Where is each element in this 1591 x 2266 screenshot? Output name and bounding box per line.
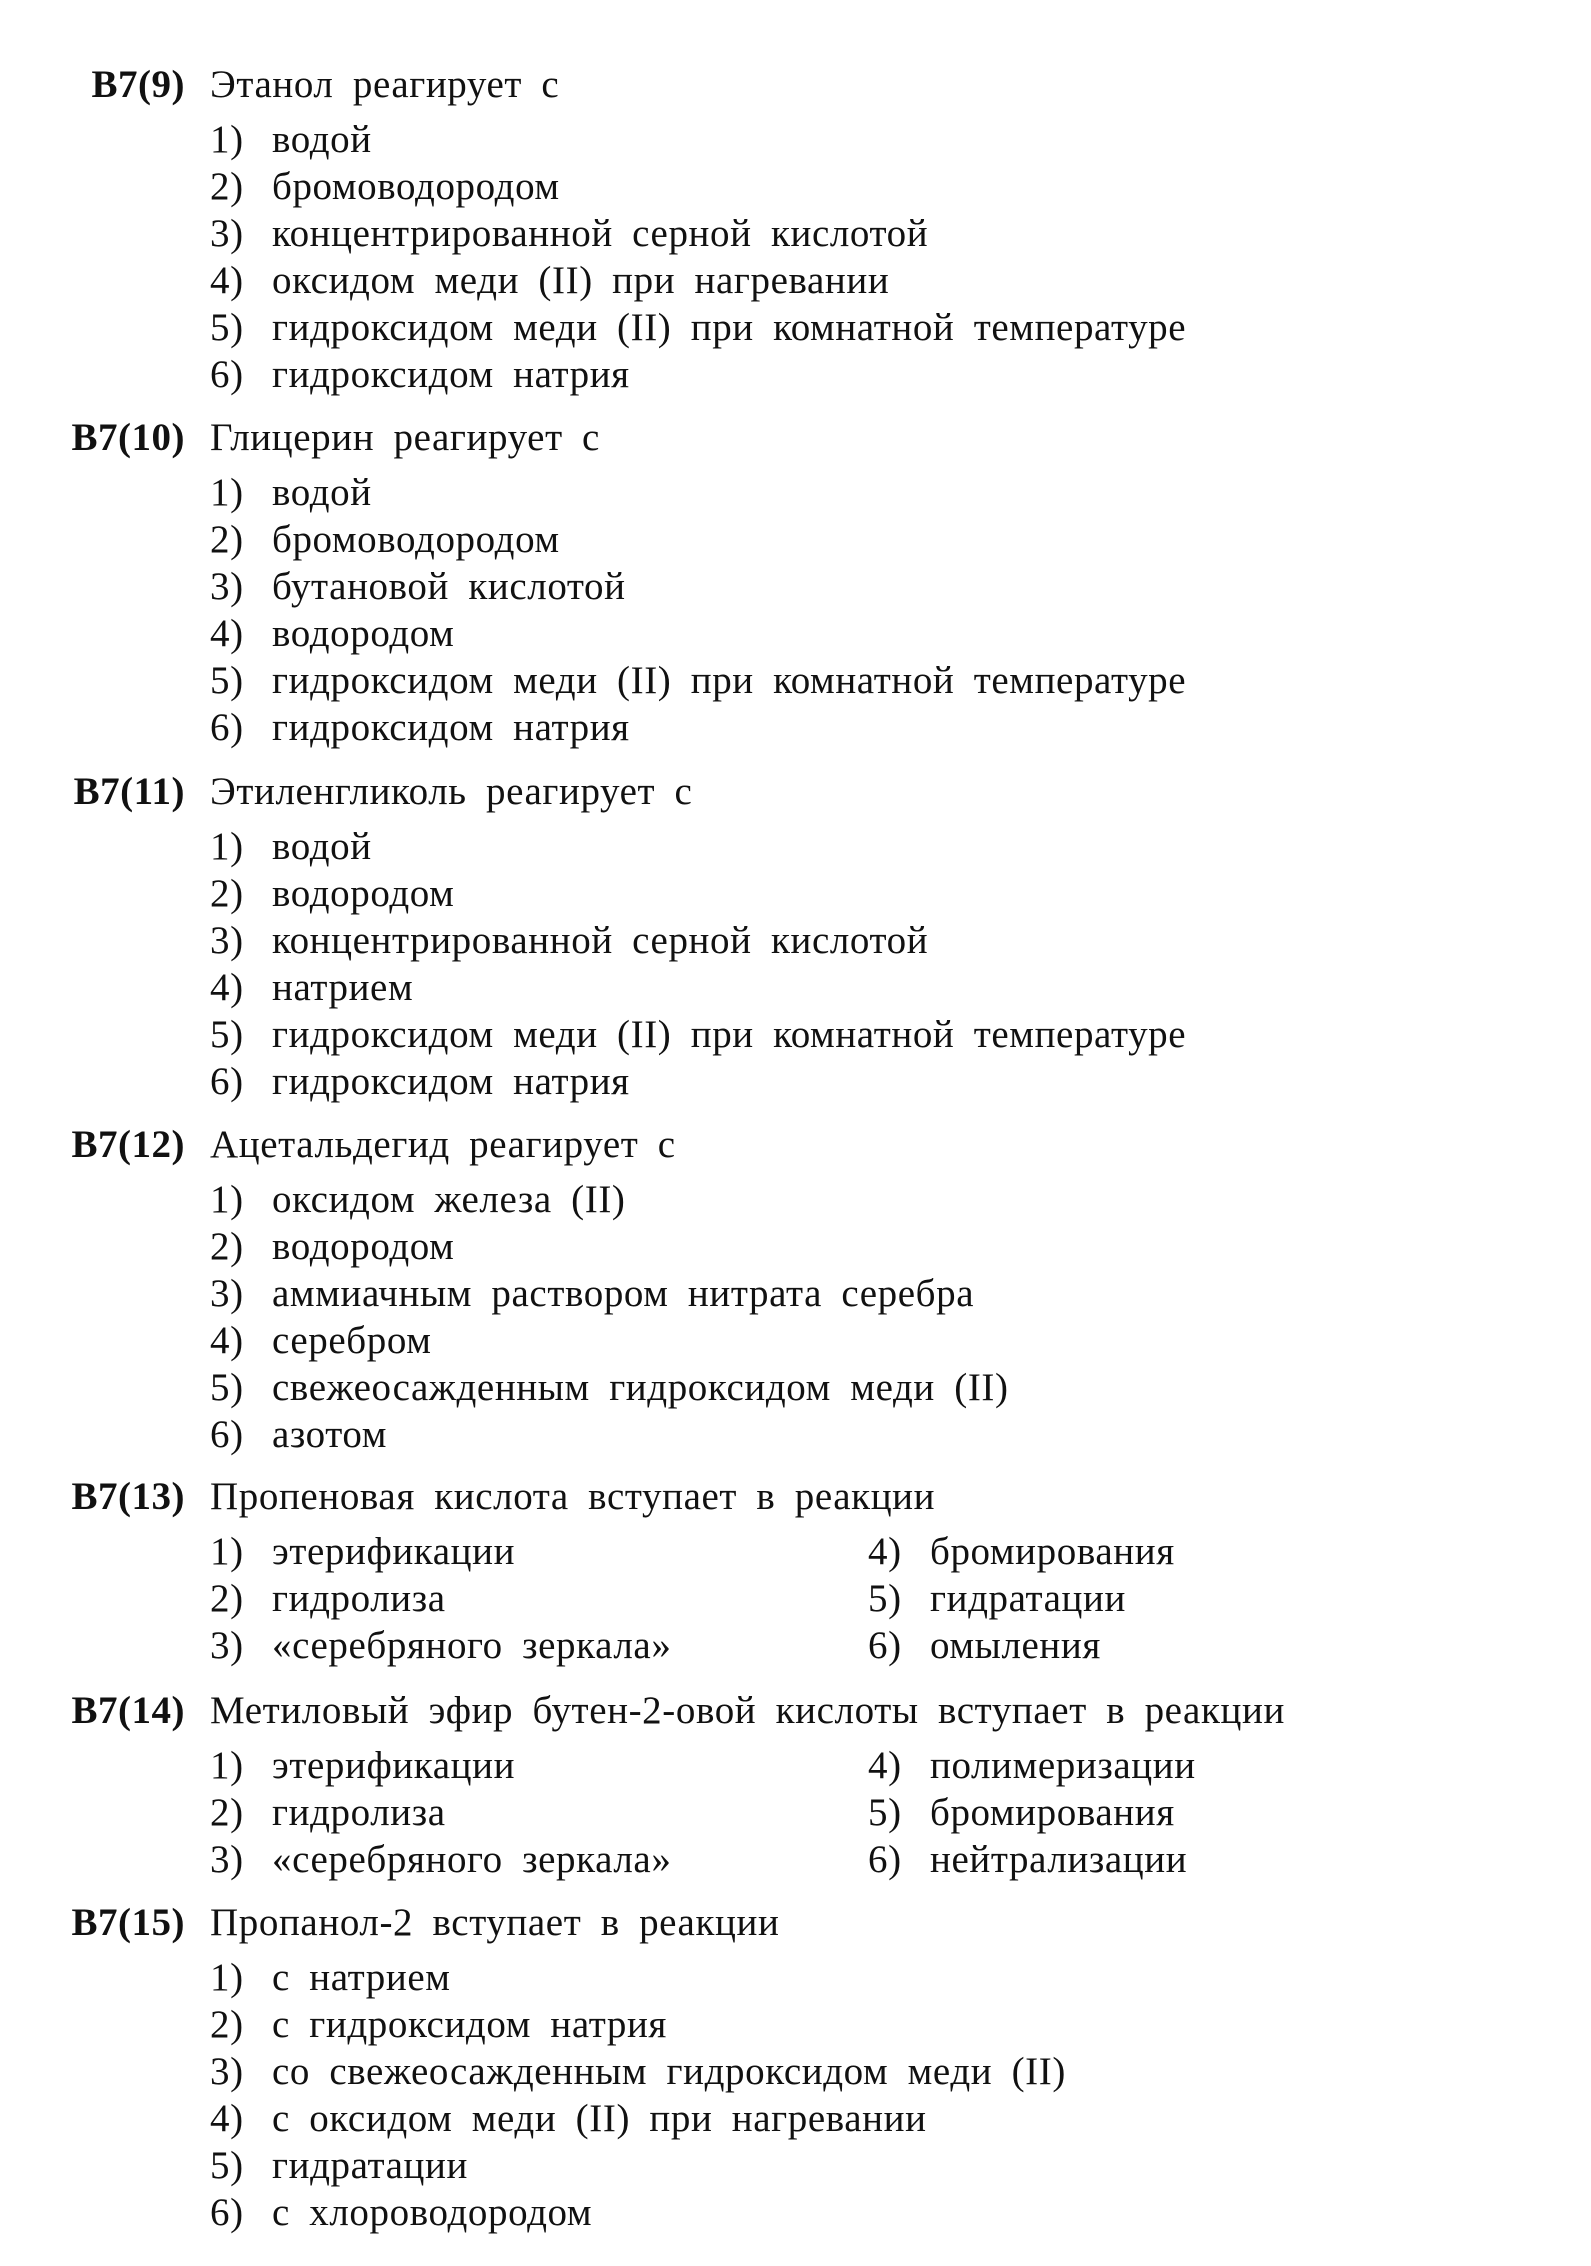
option-number: 6) [868,1838,902,1881]
option-text: водой [272,118,372,161]
answer-option [210,1529,515,1576]
answer-option [210,2002,667,2049]
option-text: серебром [272,1319,432,1362]
option-text: гидроксидом натрия [272,706,630,749]
option-text: с оксидом меди (II) при нагревании [272,2097,927,2140]
answer-option [210,918,928,965]
option-number: 3) [210,1838,244,1881]
option-text: полимеризации [930,1744,1196,1787]
answer-option [210,658,1186,705]
answer-option [210,564,626,611]
question-number: B7(14) [71,1689,185,1732]
option-text: этерификации [272,1744,516,1787]
option-number: 5) [210,1013,244,1056]
option-number: 3) [210,565,244,608]
option-number: 5) [868,1577,902,1620]
question-number: B7(9) [91,63,185,106]
answer-option [210,1743,515,1790]
option-number: 3) [210,919,244,962]
answer-option [210,611,454,658]
question-header [0,1122,1591,1170]
option-text: с хлороводородом [272,2191,593,2234]
answer-option [210,1955,451,2002]
question-header [0,1900,1591,1948]
answer-option [210,164,560,211]
option-number: 5) [210,659,244,702]
option-text: концентрированной серной кислотой [272,212,929,255]
option-number: 6) [868,1624,902,1667]
option-text: омыления [930,1624,1101,1667]
option-number: 2) [210,1225,244,1268]
option-text: «серебряного зеркала» [272,1624,672,1667]
answer-option [868,1790,1175,1837]
option-text: гидролиза [272,1791,446,1834]
option-text: водой [272,825,372,868]
answer-option [210,470,372,517]
answer-option [210,1271,974,1318]
answer-option [210,705,630,752]
option-text: нейтрализации [930,1838,1188,1881]
option-text: бромирования [930,1791,1175,1834]
option-text: с натрием [272,1956,451,1999]
answer-option [210,1318,432,1365]
option-text: этерификации [272,1530,516,1573]
answer-option [210,2049,1066,2096]
option-text: гидроксидом натрия [272,353,630,396]
answer-option [210,1837,671,1884]
question-header [0,62,1591,110]
answer-option [210,1224,454,1271]
option-number: 4) [210,259,244,302]
option-number: 2) [210,2003,244,2046]
option-text: гидроксидом меди (II) при комнатной температуре [272,1013,1187,1056]
answer-option [210,2190,592,2237]
option-number: 2) [210,1577,244,1620]
option-text: концентрированной серной кислотой [272,919,929,962]
option-text: гидроксидом меди (II) при комнатной температуре [272,306,1187,349]
option-text: оксидом железа (II) [272,1178,626,1221]
option-text: с гидроксидом натрия [272,2003,667,2046]
answer-option [868,1529,1175,1576]
question-number: B7(13) [71,1475,185,1518]
answer-option [210,305,1186,352]
option-text: гидроксидом натрия [272,1060,630,1103]
option-number: 1) [210,1178,244,1221]
answer-option [210,1576,446,1623]
option-number: 1) [210,825,244,868]
option-text: гидролиза [272,1577,446,1620]
question-header [0,1688,1591,1736]
option-number: 1) [210,1530,244,1573]
answer-option [210,211,928,258]
answer-option [868,1623,1101,1670]
option-text: гидроксидом меди (II) при комнатной температуре [272,659,1187,702]
question-number: B7(15) [71,1901,185,1944]
question-header [0,769,1591,817]
option-text: гидратации [930,1577,1126,1620]
answer-option [210,2096,927,2143]
question-text: Пропеновая кислота вступает в реакции [210,1475,936,1518]
option-number: 4) [210,612,244,655]
option-text: оксидом меди (II) при нагревании [272,259,890,302]
question-number: B7(12) [71,1123,185,1166]
option-number: 5) [868,1791,902,1834]
question-text: Этиленгликоль реагирует с [210,770,693,813]
option-number: 2) [210,1791,244,1834]
question-text: Ацетальдегид реагирует с [210,1123,676,1166]
option-number: 4) [210,1319,244,1362]
question-number: B7(11) [73,770,185,813]
option-number: 2) [210,165,244,208]
answer-option [210,965,413,1012]
option-text: свежеосажденным гидроксидом меди (II) [272,1366,1009,1409]
option-number: 1) [210,1956,244,1999]
answer-option [210,1412,387,1459]
option-number: 3) [210,212,244,255]
option-number: 5) [210,2144,244,2187]
answer-option [210,871,454,918]
option-number: 2) [210,872,244,915]
question-text: Глицерин реагирует с [210,416,600,459]
answer-option [210,352,630,399]
option-number: 1) [210,118,244,161]
answer-option [868,1837,1187,1884]
answer-option [210,2143,468,2190]
question-number: B7(10) [71,416,185,459]
question-text: Этанол реагирует с [210,63,560,106]
answer-option [868,1743,1196,1790]
question-text: Пропанол-2 вступает в реакции [210,1901,780,1944]
option-text: бромирования [930,1530,1175,1573]
option-number: 2) [210,518,244,561]
option-text: со свежеосажденным гидроксидом меди (II) [272,2050,1066,2093]
option-text: водой [272,471,372,514]
option-number: 6) [210,1060,244,1103]
option-text: бромоводородом [272,165,560,208]
option-number: 4) [210,2097,244,2140]
answer-option [210,1012,1186,1059]
option-number: 6) [210,353,244,396]
option-text: аммиачным раствором нитрата серебра [272,1272,975,1315]
option-text: водородом [272,612,455,655]
answer-option [210,824,372,871]
option-text: бутановой кислотой [272,565,626,608]
answer-option [210,1790,446,1837]
option-text: азотом [272,1413,388,1456]
answer-option [210,1177,626,1224]
option-text: натрием [272,966,414,1009]
option-number: 6) [210,1413,244,1456]
option-text: бромоводородом [272,518,560,561]
option-text: водородом [272,1225,455,1268]
answer-option [210,117,372,164]
option-number: 3) [210,1624,244,1667]
answer-option [210,1623,671,1670]
option-number: 3) [210,2050,244,2093]
option-number: 5) [210,1366,244,1409]
option-number: 6) [210,2191,244,2234]
option-number: 4) [210,966,244,1009]
answer-option [210,1059,630,1106]
option-number: 1) [210,471,244,514]
option-number: 4) [868,1744,902,1787]
answer-option [210,258,889,305]
option-number: 6) [210,706,244,749]
answer-option [868,1576,1126,1623]
answer-option [210,517,560,564]
option-text: гидратации [272,2144,468,2187]
question-text: Метиловый эфир бутен-2-овой кислоты вступает в реакции [210,1689,1285,1732]
question-header [0,415,1591,463]
option-number: 5) [210,306,244,349]
question-header [0,1474,1591,1522]
option-text: водородом [272,872,455,915]
option-number: 3) [210,1272,244,1315]
answer-option [210,1365,1009,1412]
option-number: 4) [868,1530,902,1573]
option-text: «серебряного зеркала» [272,1838,672,1881]
option-number: 1) [210,1744,244,1787]
